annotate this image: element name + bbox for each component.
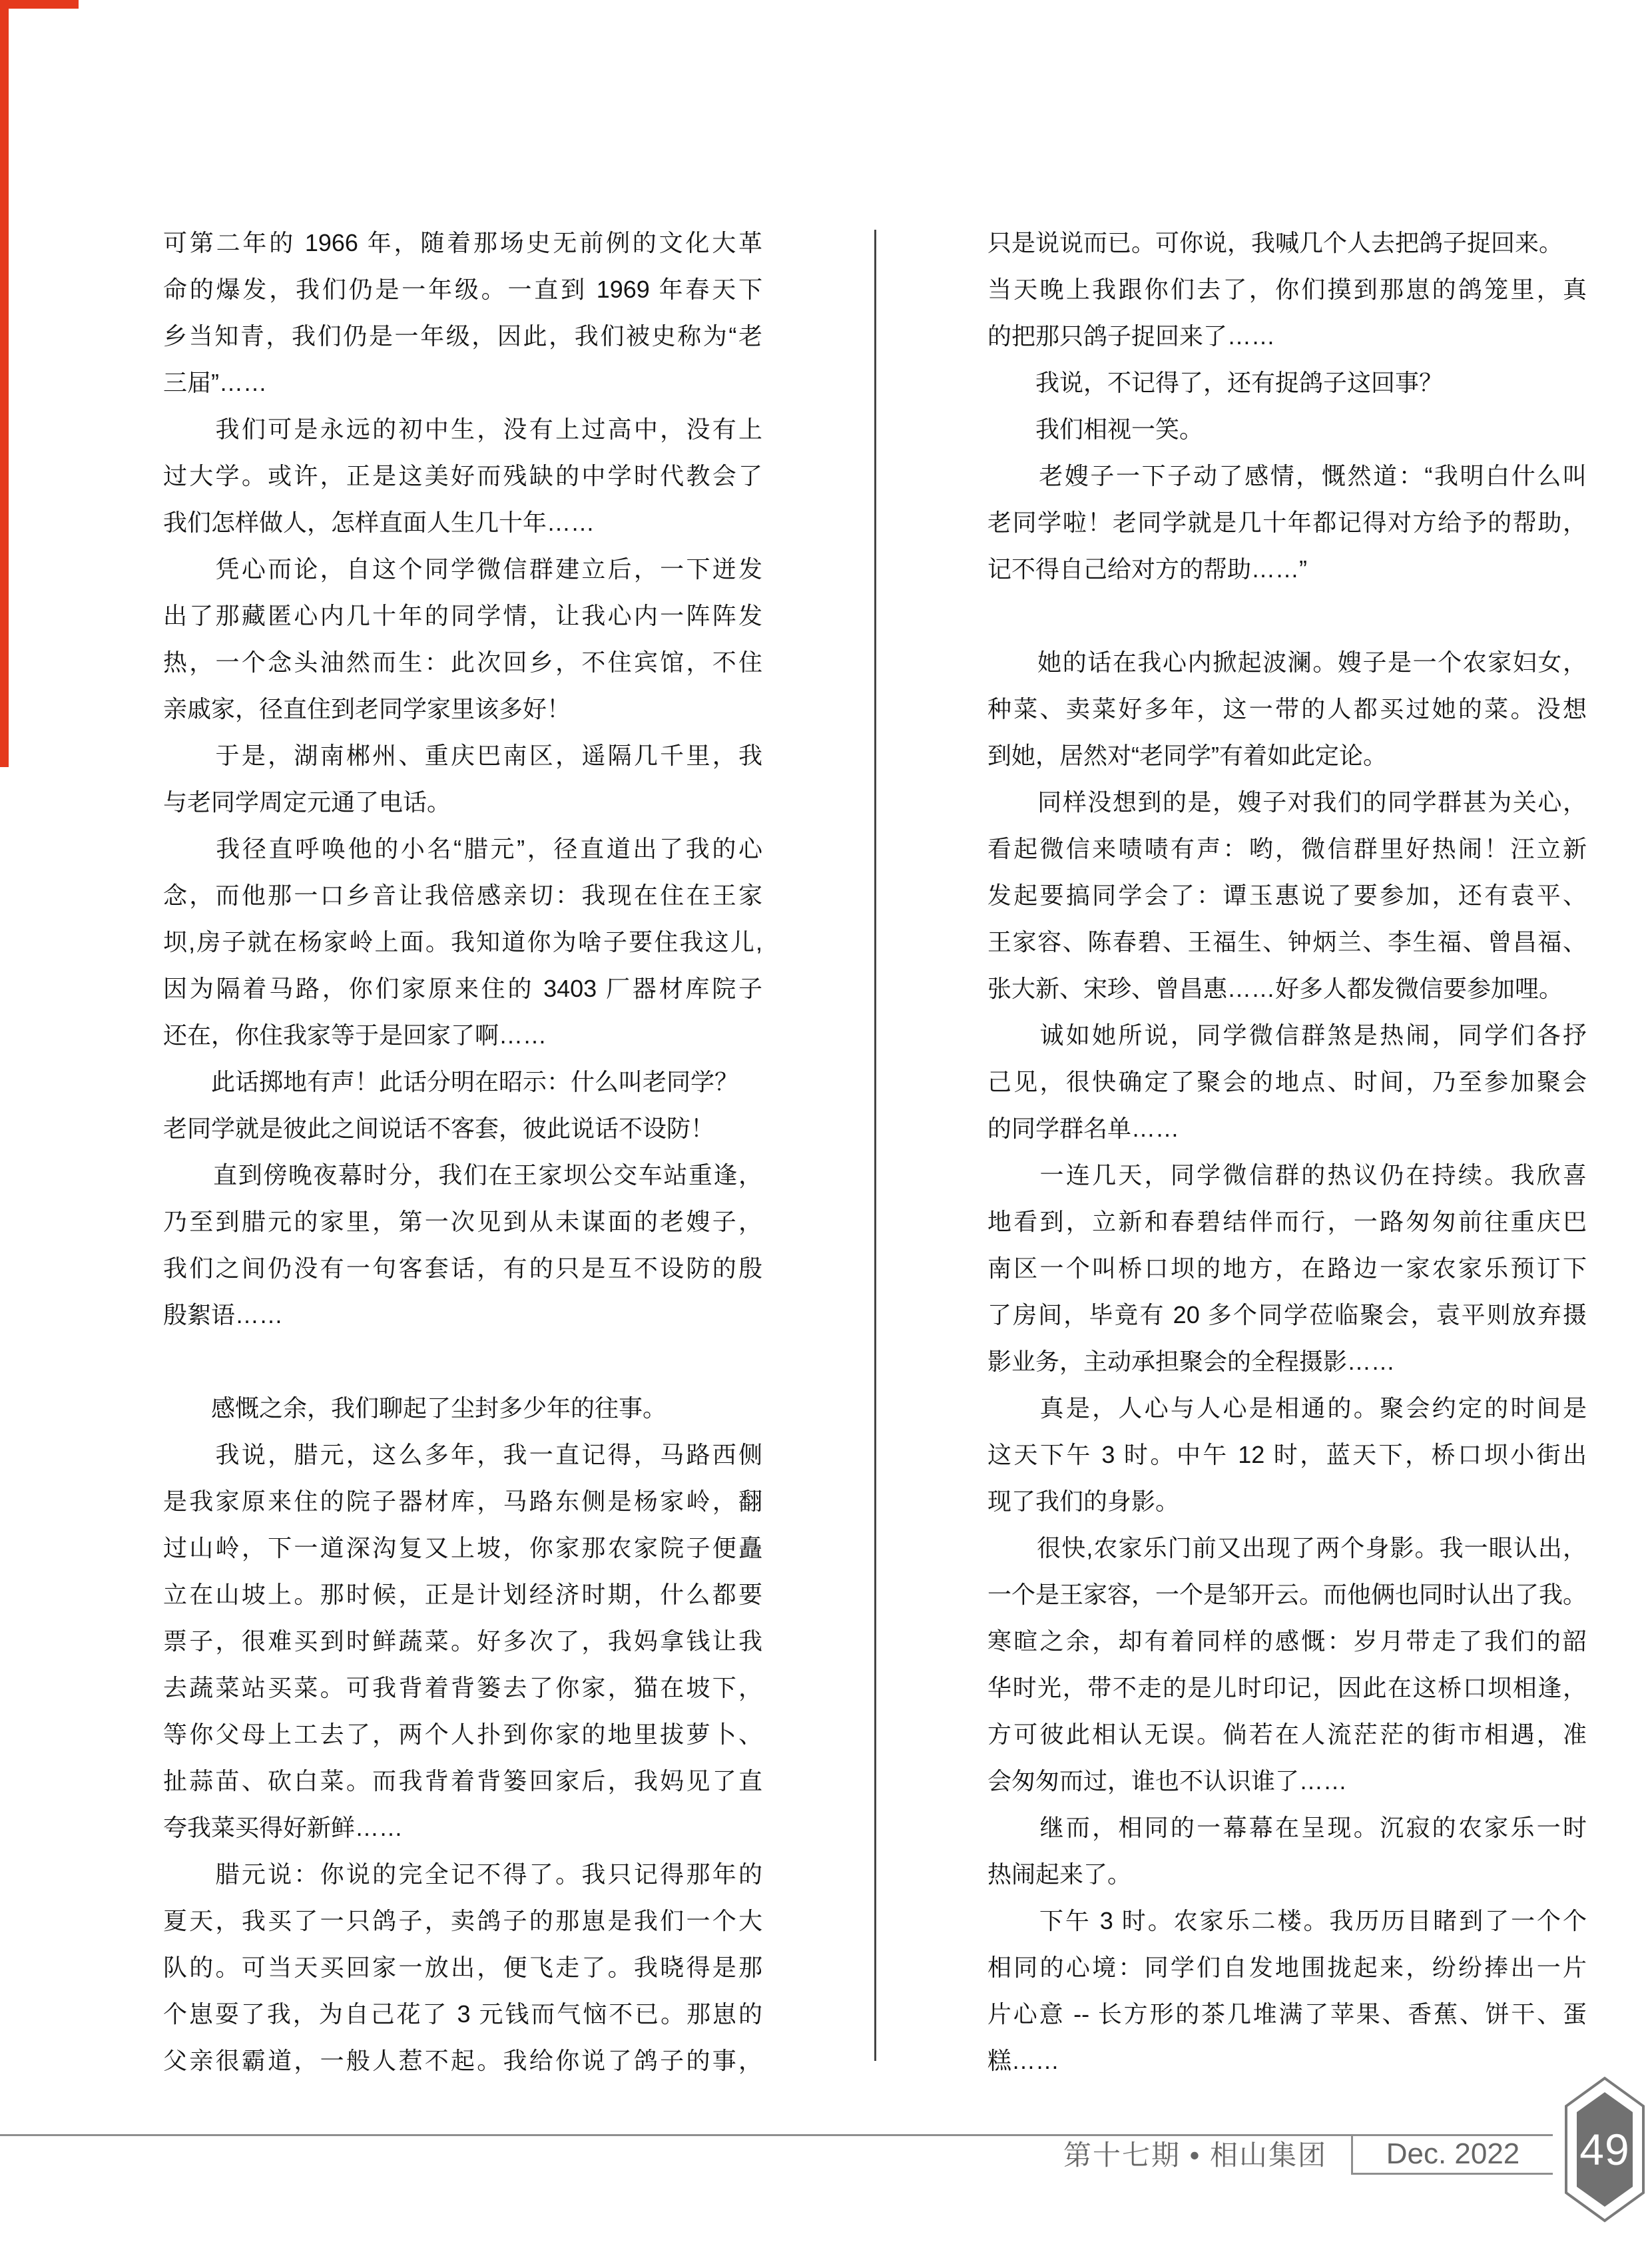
text-line: 念，而他那一口乡音让我倍感亲切：我现在住在王家 — [163, 882, 762, 909]
text-line: 王家容、陈春碧、王福生、钟炳兰、李生福、曾昌福、 — [987, 928, 1587, 956]
text-line: 感慨之余，我们聊起了尘封多少年的往事。 — [163, 1394, 667, 1422]
text-line: 当天晚上我跟你们去了，你们摸到那崽的鸽笼里，真 — [987, 276, 1587, 303]
text-line: 下午 3 时。农家乐二楼。我历历目睹到了一个个 — [987, 1907, 1587, 1934]
text-line: 方可彼此相认无误。倘若在人流茫茫的街市相遇，准 — [987, 1721, 1587, 1748]
text-line: 还在，你住我家等于是回家了啊…… — [163, 1021, 547, 1049]
text-line: 我们之间仍没有一句客套话，有的只是互不设防的殷 — [163, 1255, 762, 1282]
text-line: 的同学群名单…… — [987, 1115, 1180, 1142]
text-line: 真是，人心与人心是相通的。聚会约定的时间是 — [987, 1394, 1587, 1422]
page-number: 49 — [1579, 2125, 1630, 2174]
column-divider-line — [874, 230, 876, 2061]
text-line: 殷絮语…… — [163, 1301, 284, 1328]
left-text-column — [163, 220, 762, 2084]
text-line: 一连几天，同学微信群的热议仍在持续。我欣喜 — [987, 1161, 1587, 1189]
text-line: 乃至到腊元的家里，第一次见到从未谋面的老嫂子， — [163, 1208, 762, 1235]
text-line: 看起微信来啧啧有声：哟，微信群里好热闹！汪立新 — [987, 835, 1587, 862]
text-line: 此话掷地有声！此话分明在昭示：什么叫老同学？ — [163, 1068, 739, 1095]
text-line: 种菜、卖菜好多年，这一带的人都买过她的菜。没想 — [987, 695, 1587, 722]
text-line: 命的爆发，我们仍是一年级。一直到 1969 年春天下 — [163, 276, 762, 303]
text-line: 与老同学周定元通了电话。 — [163, 788, 451, 816]
text-line: 过山岭，下一道深沟复又上坡，你家那农家院子便矗 — [163, 1534, 762, 1561]
text-line: 我径直呼唤他的小名“腊元”，径直道出了我的心 — [163, 835, 762, 862]
text-line: 个崽耍了我，为自己花了 3 元钱而气恼不已。那崽的 — [163, 2000, 762, 2028]
text-line: 老同学就是彼此之间说话不客套，彼此说话不设防！ — [163, 1115, 715, 1142]
text-line: 现了我们的身影。 — [987, 1488, 1180, 1515]
text-line: 等你父母上工去了，两个人扑到你家的地里拔萝卜、 — [163, 1721, 762, 1748]
text-line: 我们可是永远的初中生，没有上过高中，没有上 — [163, 416, 762, 443]
text-line: 我们怎样做人，怎样直面人生几十年…… — [163, 509, 595, 536]
footer-date-box — [1351, 2136, 1553, 2175]
text-line: 她的话在我心内掀起波澜。嫂子是一个农家妇女， — [987, 649, 1587, 676]
text-line: 夸我菜买得好新鲜…… — [163, 1814, 404, 1841]
text-line: 可第二年的 1966 年，随着那场史无前例的文化大革 — [163, 229, 762, 256]
footer-issue-label: 第十七期 • 相山集团 — [1063, 2139, 1327, 2171]
text-line: 坝,房子就在杨家岭上面。我知道你为啥子要住我这儿, — [163, 928, 762, 956]
text-line: 同样没想到的是，嫂子对我们的同学群甚为关心， — [987, 788, 1587, 816]
text-line: 影业务，主动承担聚会的全程摄影…… — [987, 1348, 1396, 1375]
text-line: 父亲很霸道，一般人惹不起。我给你说了鸽子的事， — [163, 2047, 762, 2074]
text-line: 三届”…… — [163, 369, 267, 396]
text-line: 直到傍晚夜幕时分，我们在王家坝公交车站重逢， — [163, 1161, 762, 1189]
text-line: 夏天，我买了一只鸽子，卖鸽子的那崽是我们一个大 — [163, 1907, 762, 1934]
text-line: 我说，腊元，这么多年，我一直记得，马路西侧 — [163, 1441, 762, 1468]
text-line: 凭心而论，自这个同学微信群建立后，一下迸发 — [163, 555, 762, 583]
text-line: 诚如她所说，同学微信群煞是热闹，同学们各抒 — [987, 1021, 1587, 1049]
text-line: 只是说说而已。可你说，我喊几个人去把鸽子捉回来。 — [987, 229, 1563, 256]
text-line: 了房间，毕竟有 20 多个同学莅临聚会，袁平则放弃摄 — [987, 1301, 1587, 1328]
text-line: 票子，很难买到时鲜蔬菜。好多次了，我妈拿钱让我 — [163, 1627, 762, 1655]
text-line: 我说，不记得了，还有捉鸽子这回事？ — [987, 369, 1444, 396]
text-line: 糕…… — [987, 2047, 1060, 2074]
text-line: 会匆匆而过，谁也不认识谁了…… — [987, 1767, 1348, 1795]
text-line: 热闹起来了。 — [987, 1860, 1132, 1888]
text-line: 因为隔着马路，你们家原来住的 3403 厂器材库院子 — [163, 975, 762, 1002]
text-line: 扯蒜苗、砍白菜。而我背着背篓回家后，我妈见了直 — [163, 1767, 762, 1795]
text-line: 相同的心境：同学们自发地围拢起来，纷纷捧出一片 — [987, 1954, 1587, 1981]
text-line: 到她，居然对“老同学”有着如此定论。 — [987, 742, 1387, 769]
text-line: 于是，湖南郴州、重庆巴南区，遥隔几千里，我 — [163, 742, 762, 769]
text-line: 亲戚家，径直住到老同学家里该多好！ — [163, 695, 571, 722]
text-line — [163, 1338, 762, 1385]
footer-bar — [0, 2134, 1553, 2175]
text-line: 过大学。或许，正是这美好而残缺的中学时代教会了 — [163, 462, 762, 489]
red-accent-left-bar — [0, 0, 9, 767]
right-text-column — [987, 220, 1587, 2084]
text-line: 热，一个念头油然而生：此次回乡，不住宾馆，不住 — [163, 649, 762, 676]
text-line: 张大新、宋珍、曾昌惠……好多人都发微信要参加哩。 — [987, 975, 1563, 1002]
text-line: 出了那藏匿心内几十年的同学情，让我心内一阵阵发 — [163, 602, 762, 629]
text-line: 地看到，立新和春碧结伴而行，一路匆匆前往重庆巴 — [987, 1208, 1587, 1235]
page-number-badge — [1561, 2076, 1648, 2223]
footer-date-label: Dec. 2022 — [1386, 2137, 1520, 2170]
text-line: 乡当知青，我们仍是一年级，因此，我们被史称为“老 — [163, 322, 762, 350]
text-line: 很快,农家乐门前又出现了两个身影。我一眼认出， — [987, 1534, 1587, 1561]
text-line: 片心意 -- 长方形的茶几堆满了苹果、香蕉、饼干、蛋 — [987, 2000, 1587, 2028]
text-line: 继而，相同的一幕幕在呈现。沉寂的农家乐一时 — [987, 1814, 1587, 1841]
text-line: 是我家原来住的院子器材库，马路东侧是杨家岭，翻 — [163, 1488, 762, 1515]
text-line: 华时光，带不走的是儿时印记，因此在这桥口坝相逢， — [987, 1674, 1587, 1701]
text-line: 我们相视一笑。 — [987, 416, 1204, 443]
red-accent-top-bar — [0, 0, 79, 9]
text-line: 立在山坡上。那时候，正是计划经济时期，什么都要 — [163, 1581, 762, 1608]
text-line: 记不得自己给对方的帮助……” — [987, 555, 1307, 583]
text-line: 这天下午 3 时。中午 12 时，蓝天下，桥口坝小街出 — [987, 1441, 1587, 1468]
text-line: 的把那只鸽子捉回来了…… — [987, 322, 1276, 350]
text-line: 老同学啦！老同学就是几十年都记得对方给予的帮助， — [987, 509, 1587, 536]
text-line: 老嫂子一下子动了感情，慨然道：“我明白什么叫 — [987, 462, 1587, 489]
text-line: 寒暄之余，却有着同样的感慨：岁月带走了我们的韶 — [987, 1627, 1587, 1655]
text-line: 队的。可当天买回家一放出，便飞走了。我晓得是那 — [163, 1954, 762, 1981]
text-line: 发起要搞同学会了：谭玉惠说了要参加，还有袁平、 — [987, 882, 1587, 909]
text-line — [987, 593, 1587, 639]
text-line: 去蔬菜站买菜。可我背着背篓去了你家，猫在坡下， — [163, 1674, 762, 1701]
text-line: 一个是王家容，一个是邹开云。而他俩也同时认出了我。 — [987, 1581, 1587, 1608]
text-line: 己见，很快确定了聚会的地点、时间，乃至参加聚会 — [987, 1068, 1587, 1095]
text-line: 腊元说：你说的完全记不得了。我只记得那年的 — [163, 1860, 762, 1888]
text-line: 南区一个叫桥口坝的地方，在路边一家农家乐预订下 — [987, 1255, 1587, 1282]
